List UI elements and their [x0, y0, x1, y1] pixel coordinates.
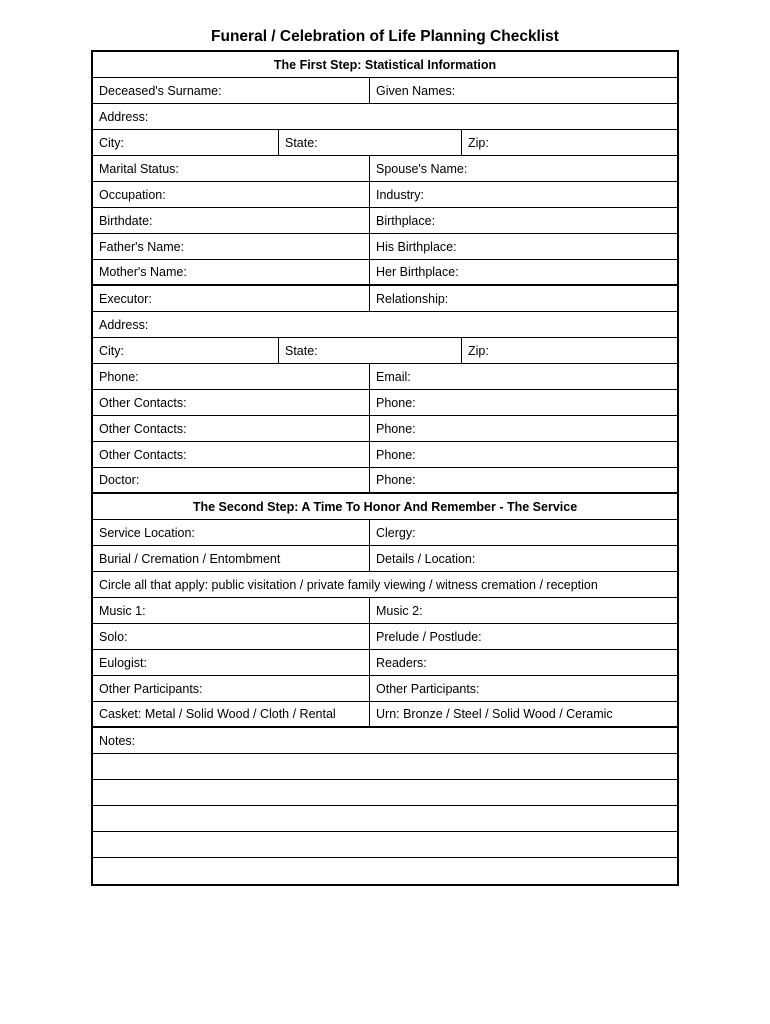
circle-all-field[interactable]: Circle all that apply: public visitation / private family viewing / witness cremation / reception	[99, 577, 598, 592]
executor-email-field[interactable]: Email:	[369, 364, 677, 389]
birthplace-field[interactable]: Birthplace:	[369, 208, 677, 233]
music-1-field[interactable]: Music 1:	[99, 603, 146, 618]
zip-field[interactable]: Zip:	[461, 130, 677, 155]
eulogist-field[interactable]: Eulogist:	[99, 655, 147, 670]
industry-field[interactable]: Industry:	[369, 182, 677, 207]
section-header-text: The Second Step: A Time To Honor And Remember - The Service	[192, 499, 578, 514]
details-location-field[interactable]: Details / Location:	[369, 546, 677, 571]
marital-status-field[interactable]: Marital Status:	[99, 161, 179, 176]
form-row	[93, 676, 677, 702]
state-field[interactable]: State:	[278, 130, 461, 155]
executor-phone-field[interactable]: Phone:	[99, 369, 139, 384]
contact-phone-field[interactable]: Phone:	[369, 416, 677, 441]
notes-line[interactable]	[93, 858, 677, 884]
form-row	[93, 182, 677, 208]
executor-address-field[interactable]: Address:	[99, 317, 149, 332]
form-row	[93, 650, 677, 676]
section-header-statistical	[93, 52, 677, 78]
form-row	[93, 156, 677, 182]
service-location-field[interactable]: Service Location:	[99, 525, 195, 540]
prelude-field[interactable]: Prelude / Postlude:	[369, 624, 677, 649]
notes-line[interactable]	[93, 832, 677, 858]
address-field[interactable]: Address:	[99, 109, 149, 124]
contact-phone-field[interactable]: Phone:	[369, 442, 677, 467]
form-row	[93, 598, 677, 624]
occupation-field[interactable]: Occupation:	[99, 187, 166, 202]
form-row	[93, 624, 677, 650]
other-contacts-field[interactable]: Other Contacts:	[99, 395, 187, 410]
notes-line[interactable]	[93, 754, 677, 780]
executor-field[interactable]: Executor:	[99, 291, 152, 306]
other-participants-field[interactable]: Other Participants:	[369, 676, 677, 701]
casket-field[interactable]: Casket: Metal / Solid Wood / Cloth / Rental	[99, 707, 336, 721]
form-row	[93, 520, 677, 546]
her-birthplace-field[interactable]: Her Birthplace:	[369, 260, 677, 284]
form-row	[93, 546, 677, 572]
form-row	[93, 130, 677, 156]
form-row	[93, 364, 677, 390]
notes-line[interactable]	[93, 780, 677, 806]
surname-field[interactable]: Deceased's Surname:	[99, 83, 222, 98]
checklist-form	[91, 50, 679, 886]
form-row	[93, 442, 677, 468]
contact-phone-field[interactable]: Phone:	[369, 390, 677, 415]
form-row	[93, 572, 677, 598]
form-row	[93, 208, 677, 234]
form-row	[93, 338, 677, 364]
form-row	[93, 312, 677, 338]
notes-line[interactable]	[93, 806, 677, 832]
other-participants-field[interactable]: Other Participants:	[99, 681, 203, 696]
form-row	[93, 702, 677, 728]
form-row	[93, 234, 677, 260]
clergy-field[interactable]: Clergy:	[369, 520, 677, 545]
urn-field[interactable]: Urn: Bronze / Steel / Solid Wood / Ceramic	[369, 702, 677, 726]
city-field[interactable]: City:	[99, 135, 124, 150]
executor-zip-field[interactable]: Zip:	[461, 338, 677, 363]
notes-label[interactable]: Notes:	[99, 733, 136, 748]
executor-city-field[interactable]: City:	[99, 343, 124, 358]
executor-state-field[interactable]: State:	[278, 338, 461, 363]
form-row	[93, 78, 677, 104]
form-row	[93, 416, 677, 442]
section-header-text: The First Step: Statistical Information	[273, 57, 497, 72]
other-contacts-field[interactable]: Other Contacts:	[99, 421, 187, 436]
page-title: Funeral / Celebration of Life Planning Checklist	[211, 28, 559, 45]
form-row	[93, 104, 677, 130]
solo-field[interactable]: Solo:	[99, 629, 128, 644]
doctor-field[interactable]: Doctor:	[99, 473, 140, 487]
notes-row	[93, 728, 677, 754]
birthdate-field[interactable]: Birthdate:	[99, 213, 153, 228]
relationship-field[interactable]: Relationship:	[369, 286, 677, 311]
spouse-name-field[interactable]: Spouse's Name:	[369, 156, 677, 181]
form-row	[93, 260, 677, 286]
his-birthplace-field[interactable]: His Birthplace:	[369, 234, 677, 259]
given-names-field[interactable]: Given Names:	[369, 78, 677, 103]
mother-name-field[interactable]: Mother's Name:	[99, 265, 187, 279]
father-name-field[interactable]: Father's Name:	[99, 239, 185, 254]
form-row	[93, 468, 677, 494]
section-header-service	[93, 494, 677, 520]
burial-field[interactable]: Burial / Cremation / Entombment	[99, 551, 281, 566]
readers-field[interactable]: Readers:	[369, 650, 677, 675]
music-2-field[interactable]: Music 2:	[369, 598, 677, 623]
other-contacts-field[interactable]: Other Contacts:	[99, 447, 187, 462]
doctor-phone-field[interactable]: Phone:	[369, 468, 677, 492]
form-row	[93, 390, 677, 416]
form-row	[93, 286, 677, 312]
